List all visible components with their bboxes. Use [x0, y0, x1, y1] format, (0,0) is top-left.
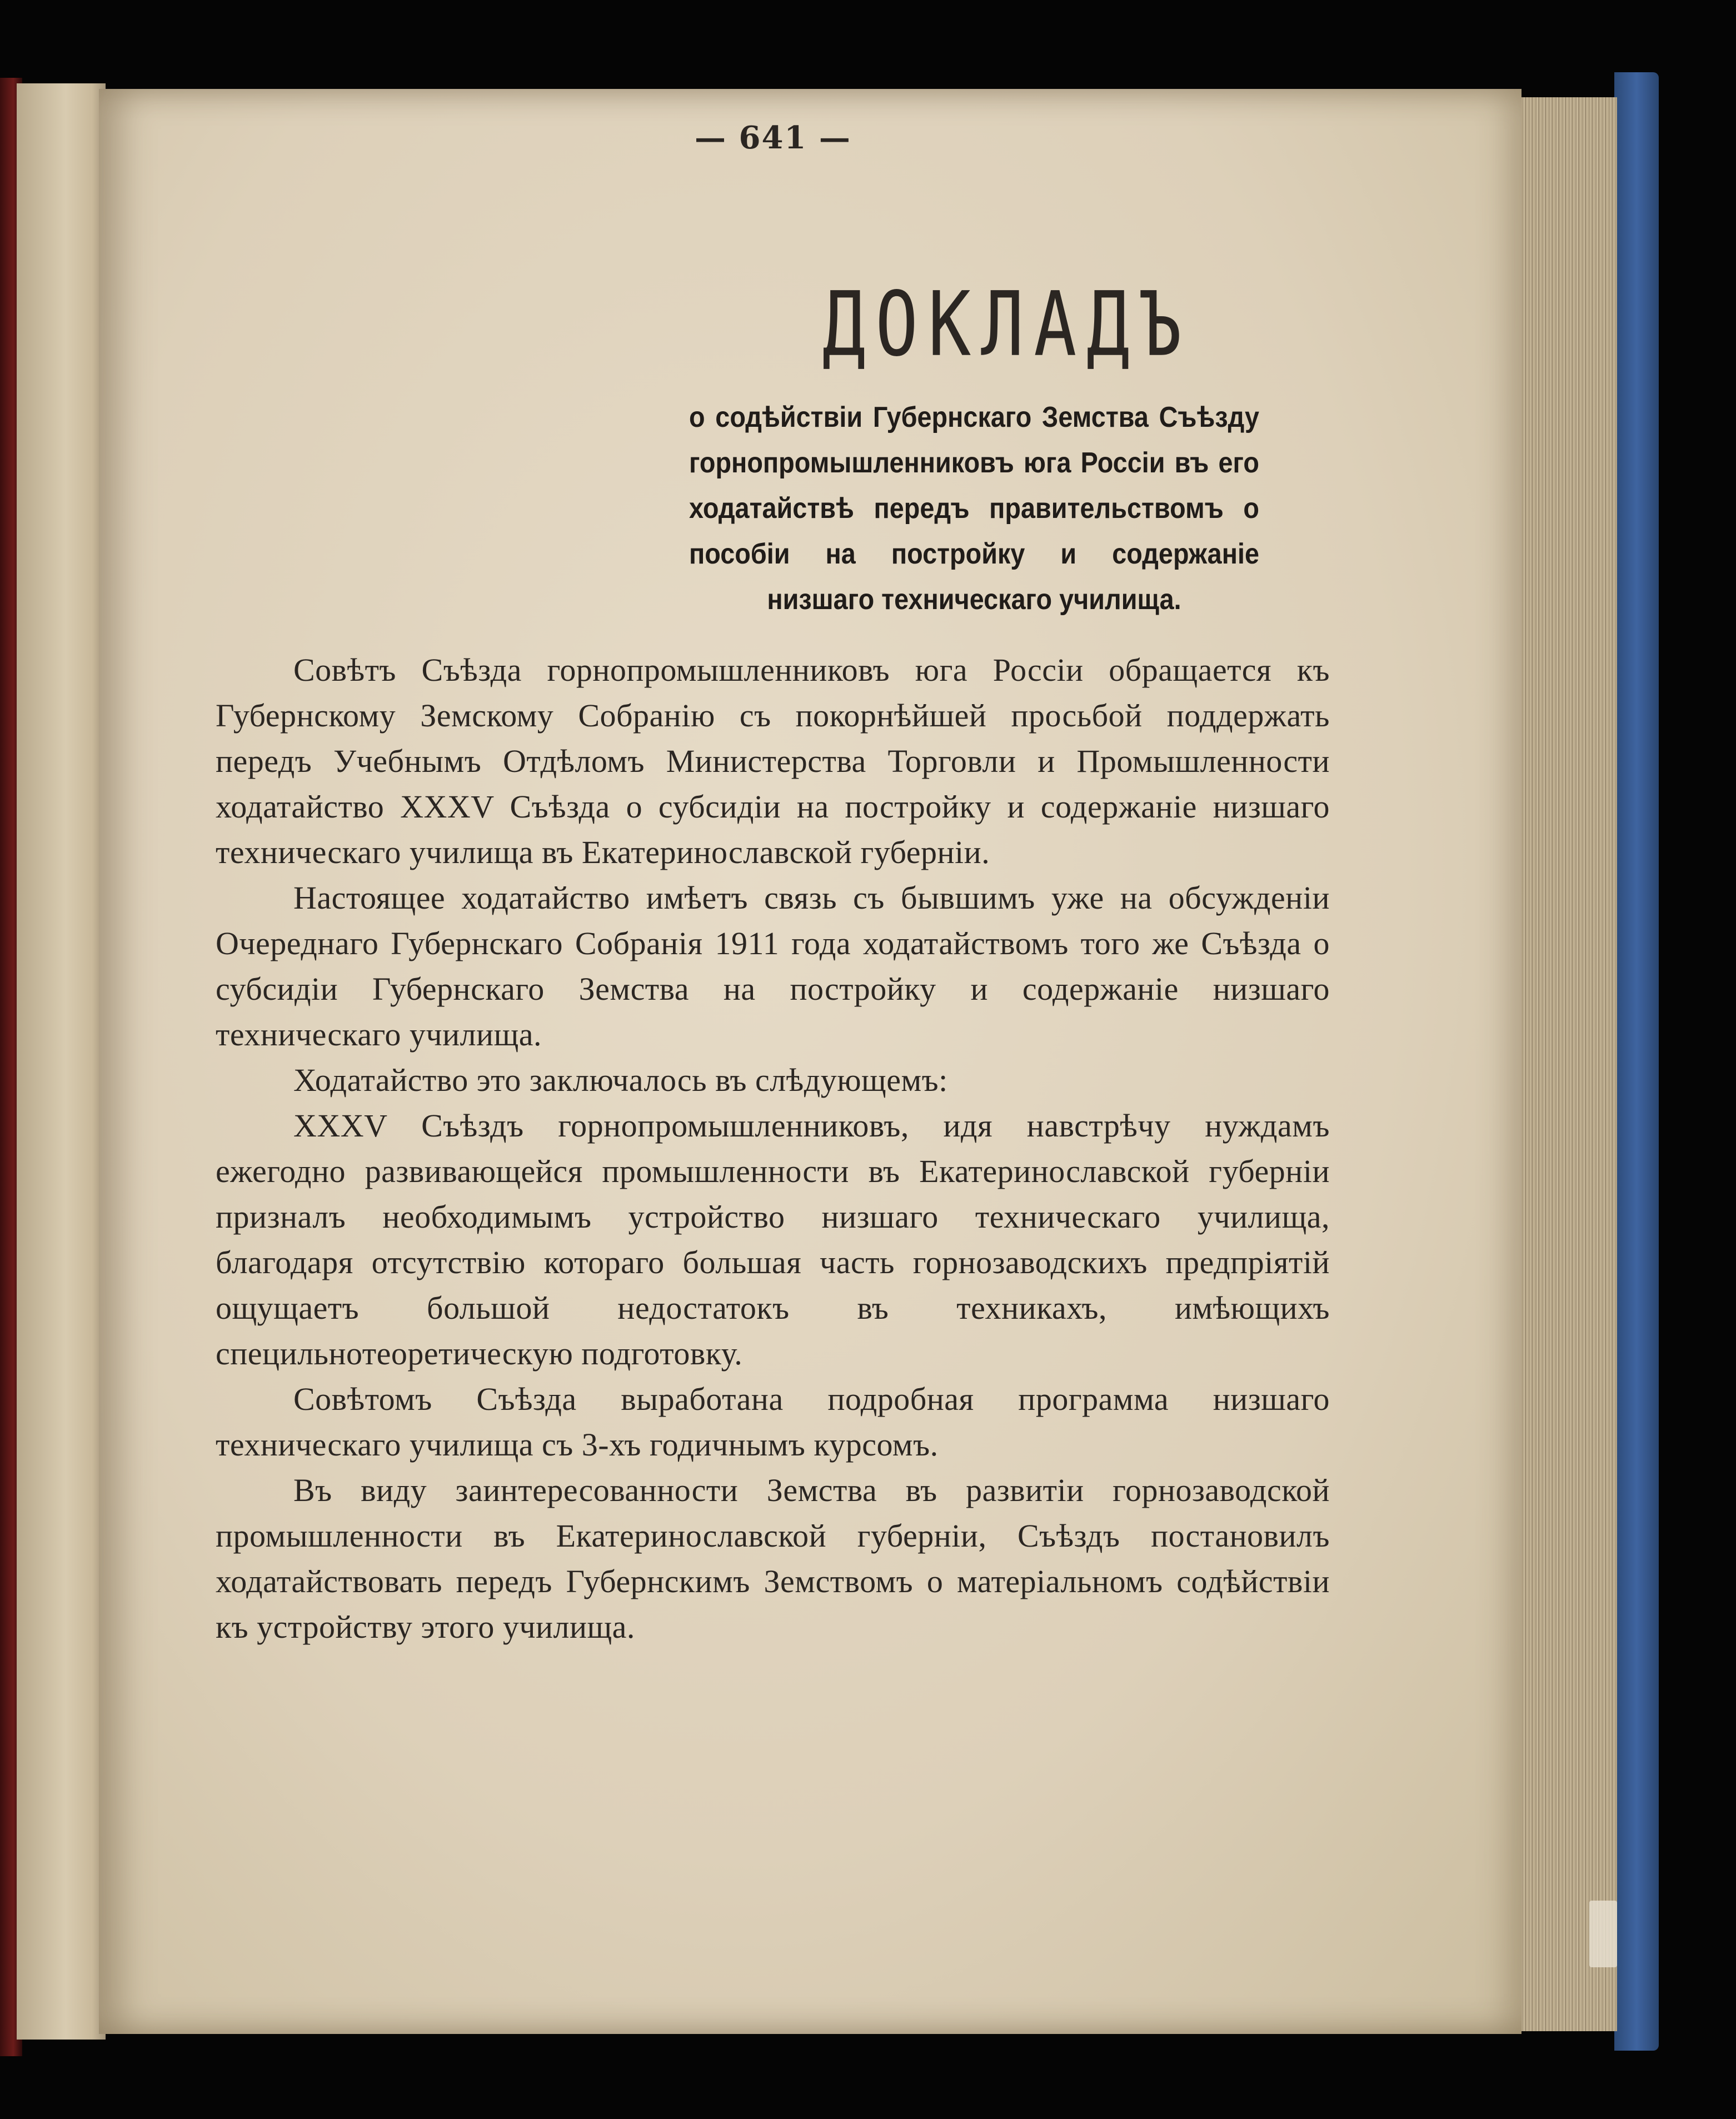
paragraph: XXXV Съѣздъ горнопромышленниковъ, идя навстрѣчу нуждамъ ежегодно развивающейся промышленности въ Екатеринославской губерніи призналъ необходимымъ устройство низшаго техническаго училища, благодаря отсутствію котораго большая часть горнозаводскихъ предпріятій ощущаетъ большой недостатокъ въ техникахъ, имѣющихъ специльнотеоретическую подготовку.: [216, 1108, 1330, 1372]
paragraph: Въ виду заинтересованности Земства въ развитіи горнозаводской промышленности въ Екатеринославской губерніи, Съѣздъ постановилъ ходатайствовать передъ Губернскимъ Земствомъ о матеріальномъ содѣйствіи къ устройству этого училища.: [216, 1472, 1330, 1645]
paragraph: Настоящее ходатайство имѣетъ связь съ бывшимъ уже на обсужденіи Очереднаго Губернскаго Собранія 1911 года ходатайствомъ того же Съѣзда о субсидіи Губернскаго Земства на постройку и содержаніе низшаго техническаго училища.: [216, 880, 1330, 1053]
paragraph: Совѣтъ Съѣзда горнопромышленниковъ юга Россіи обращается къ Губернскому Земскому Собранію съ покорнѣйшей просьбой поддержать передъ Учебнымъ Отдѣломъ Министерства Торговли и Промышленности ходатайство XXXV Съѣзда о субсидіи на постройку и содержаніе низшаго техническаго училища въ Екатеринославской губерніи.: [216, 652, 1330, 870]
page-number: — 641 —: [695, 119, 851, 156]
paragraph: Совѣтомъ Съѣзда выработана подробная программа низшаго техническаго училища съ 3-хъ годичнымъ курсомъ.: [216, 1381, 1330, 1463]
page-stack-edge: [1511, 97, 1617, 2031]
paragraph: Ходатайство это заключалось въ слѣдующемъ:: [293, 1062, 948, 1098]
page-tab-marker: [1589, 1901, 1617, 1967]
book-cover-right-edge: [1614, 72, 1659, 2051]
document-title: ДОКЛАДЪ: [822, 273, 1193, 377]
document-body: [216, 647, 1330, 1650]
facing-page-edge: [17, 83, 106, 2040]
document-subtitle: о содѣйствіи Губернскаго Земства Съѣзду горнопромышленниковъ юга Россіи въ его ходатайствѣ передъ правительствомъ о пособіи на постройку и содержаніе низшаго техническаго училища.: [689, 401, 1259, 616]
